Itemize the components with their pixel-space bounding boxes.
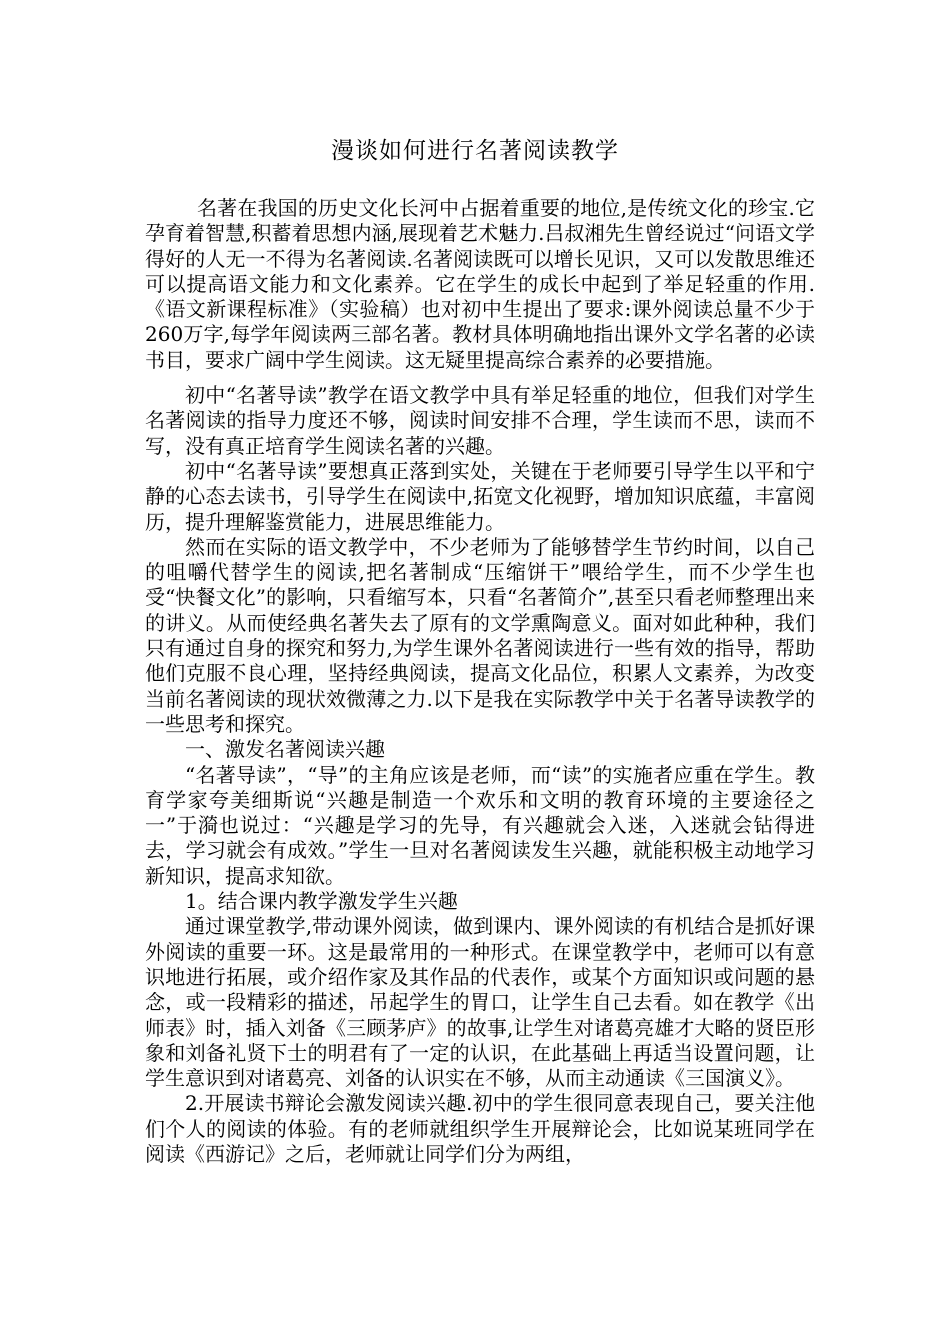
document-body — [145, 196, 815, 1167]
subsection-heading: 1。结合课内教学激发学生兴趣 — [185, 889, 458, 914]
paragraph: 初中“名著导读”要想真正落到实处，关键在于老师要引导学生以平和宁静的心态去读书，引导学生在阅读中,拓宽文化视野，增加知识底蕴，丰富阅历，提升理解鉴赏能力，进展思维能力。 — [145, 458, 815, 534]
paragraph: 2.开展读书辩论会激发阅读兴趣.初中的学生很同意表现自己，要关注他们个人的阅读的体验。有的老师就组织学生开展辩论会，比如说某班同学在阅读《西游记》之后，老师就让同学们分为两组， — [145, 1091, 815, 1166]
paragraph: “名著导读”，“导”的主角应该是老师，而“读”的实施者应重在学生。教育学家夸美细斯说“兴趣是制造一个欢乐和文明的教育环境的主要途径之一”于漪也说过：“兴趣是学习的先导，有兴趣就会入迷，入迷就会钻得进去，学习就会有成效。”学生一旦对名著阅读发生兴趣，就能积极主动地学习新知识，提高求知欲。 — [145, 762, 815, 888]
paragraph-intro: 名著在我国的历史文化长河中占据着重要的地位,是传统文化的珍宝.它孕育着智慧,积蓄着思想内涵,展现着艺术魅力.吕叔湘先生曾经说过“问语文学得好的人无一不得为名著阅读.名著阅读既可以增长见识，又可以发散思维还可以提高语文能力和文化素养。它在学生的成长中起到了举足轻重的作用.《语文新课程标准》（实验稿）也对初中生提出了要求:课外阅读总量不少于260万字,每学年阅读两三部名著。教材具体明确地指出课外文学名著的必读书目，要求广阔中学生阅读。这无疑里提高综合素养的必要措施。 — [145, 196, 815, 372]
document-title: 漫谈如何进行名著阅读教学 — [331, 138, 619, 164]
paragraph: 然而在实际的语文教学中，不少老师为了能够替学生节约时间，以自己的咀嚼代替学生的阅读,把名著制成“压缩饼干”喂给学生，而不少学生也受“快餐文化”的影响，只看缩写本，只看“名著简介”,甚至只看老师整理出来的讲义。从而使经典名著失去了原有的文学熏陶意义。面对如此种种，我们只有通过自身的探究和努力,为学生课外名著阅读进行一些有效的指导，帮助他们克服不良心理，坚持经典阅读，提高文化品位，积累人文素养，为改变当前名著阅读的现状效微薄之力.以下是我在实际教学中关于名著导读教学的一些思考和探究。 — [145, 534, 815, 736]
paragraph: 通过课堂教学,带动课外阅读，做到课内、课外阅读的有机结合是抓好课外阅读的重要一环。这是最常用的一种形式。在课堂教学中，老师可以有意识地进行拓展，或介绍作家及其作品的代表作，或某个方面知识或问题的悬念，或一段精彩的描述，吊起学生的胃口，让学生自己去看。如在教学《出师表》时，插入刘备《三顾茅庐》的故事,让学生对诸葛亮雄才大略的贤臣形象和刘备礼贤下士的明君有了一定的认识，在此基础上再适当设置问题，让学生意识到对诸葛亮、刘备的认识实在不够，从而主动通读《三国演义》。 — [145, 914, 815, 1091]
paragraph: 初中“名著导读”教学在语文教学中具有举足轻重的地位，但我们对学生名著阅读的指导力度还不够，阅读时间安排不合理，学生读而不思，读而不写，没有真正培育学生阅读名著的兴趣。 — [145, 383, 815, 458]
section-heading: 一、激发名著阅读兴趣 — [185, 737, 385, 762]
